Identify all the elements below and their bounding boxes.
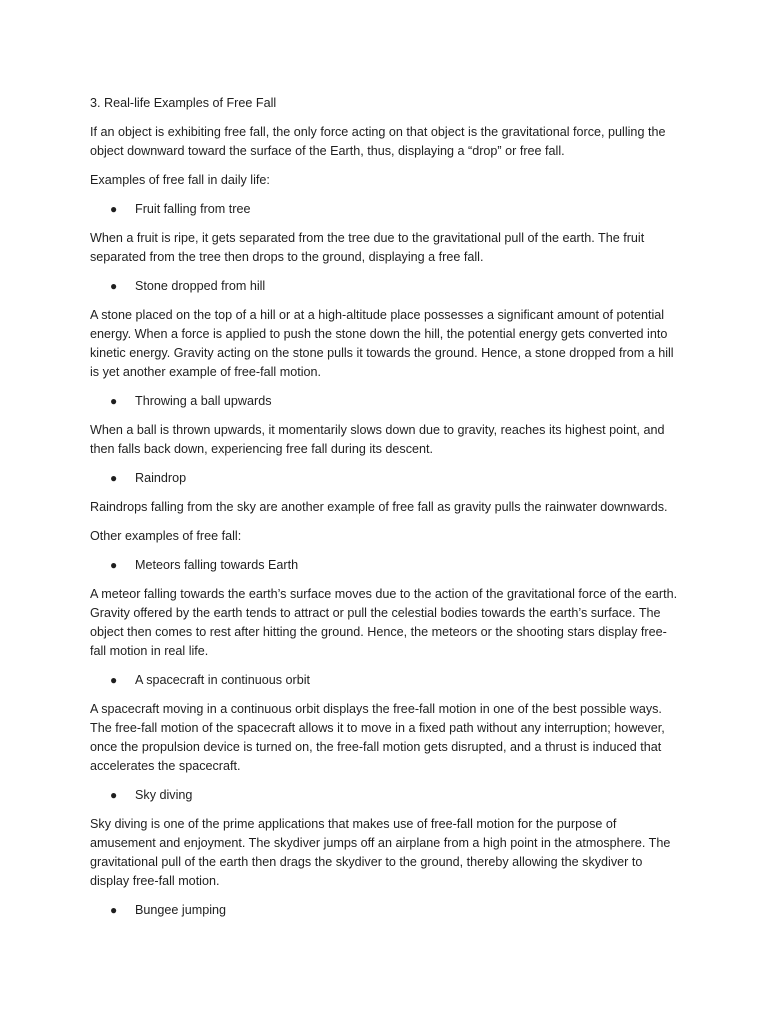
bullet-item	[90, 277, 678, 296]
example-paragraph: A spacecraft moving in a continuous orbit displays the free-fall motion in one of the best possible ways. The free-fall motion of the spacecraft allows it to move in a fixed path without any interruption; however, once the propulsion device is turned on, the free-fall motion gets disrupted, and a thrust is induced that accelerates the spacecraft.	[90, 702, 665, 773]
bullet-label: Bungee jumping	[135, 903, 227, 917]
example-paragraph: When a fruit is ripe, it gets separated from the tree due to the gravitational pull of the earth. The fruit separated from the tree then drops to the ground, displaying a free fall.	[90, 231, 645, 264]
bullet-label: Meteors falling towards Earth	[135, 558, 299, 572]
bullet-icon: ●	[110, 788, 118, 802]
bullet-item	[90, 469, 678, 488]
other-examples-heading: Other examples of free fall:	[90, 529, 242, 543]
example-paragraph: When a ball is thrown upwards, it momentarily slows down due to gravity, reaches its highest point, and then falls back down, experiencing free fall during its descent.	[90, 423, 665, 456]
bullet-item	[90, 901, 678, 920]
bullet-label: Throwing a ball upwards	[135, 394, 272, 408]
bullet-icon: ●	[110, 202, 118, 216]
bullet-icon: ●	[110, 903, 118, 917]
bullet-label: Sky diving	[135, 788, 193, 802]
bullet-item	[90, 200, 678, 219]
bullet-icon: ●	[110, 673, 118, 687]
bullet-item	[90, 671, 678, 690]
example-paragraph: A stone placed on the top of a hill or at a high-altitude place possesses a significant amount of potential energy. When a force is applied to push the stone down the hill, the potential energy gets converted into kinetic energy. Gravity acting on the stone pulls it towards the ground. Hence, a stone dropped from a hill is yet another example of free-fall motion.	[90, 308, 674, 379]
example-paragraph: Sky diving is one of the prime applications that makes use of free-fall motion for the purpose of amusement and enjoyment. The skydiver jumps off an airplane from a high point in the atmosphere. The gravitational pull of the earth then drags the skydiver to the ground, thereby allowing the skydiver to display free-fall motion.	[90, 817, 671, 888]
bullet-icon: ●	[110, 394, 118, 408]
bullet-icon: ●	[110, 558, 118, 572]
bullet-label: Raindrop	[135, 471, 187, 485]
bullet-label: Fruit falling from tree	[135, 202, 251, 216]
intro-paragraph: If an object is exhibiting free fall, the only force acting on that object is the gravitational force, pulling the object downward toward the surface of the Earth, thus, displaying a “drop” or free fall.	[90, 125, 666, 158]
bullet-icon: ●	[110, 471, 118, 485]
example-paragraph: Raindrops falling from the sky are another example of free fall as gravity pulls the rainwater downwards.	[90, 500, 668, 514]
bullet-item	[90, 786, 678, 805]
bullet-icon: ●	[110, 279, 118, 293]
bullet-label: A spacecraft in continuous orbit	[135, 673, 311, 687]
bullet-item	[90, 556, 678, 575]
bullet-label: Stone dropped from hill	[135, 279, 266, 293]
example-paragraph: A meteor falling towards the earth’s surface moves due to the action of the gravitational force of the earth. Gravity offered by the earth tends to attract or pull the celestial bodies towards the earth’s surface. The object then comes to rest after hitting the ground. Hence, the meteors or the shooting stars display free-fall motion in real life.	[90, 587, 678, 658]
daily-examples-heading: Examples of free fall in daily life:	[90, 173, 270, 187]
bullet-item	[90, 392, 678, 411]
section-heading: 3. Real-life Examples of Free Fall	[90, 96, 277, 110]
